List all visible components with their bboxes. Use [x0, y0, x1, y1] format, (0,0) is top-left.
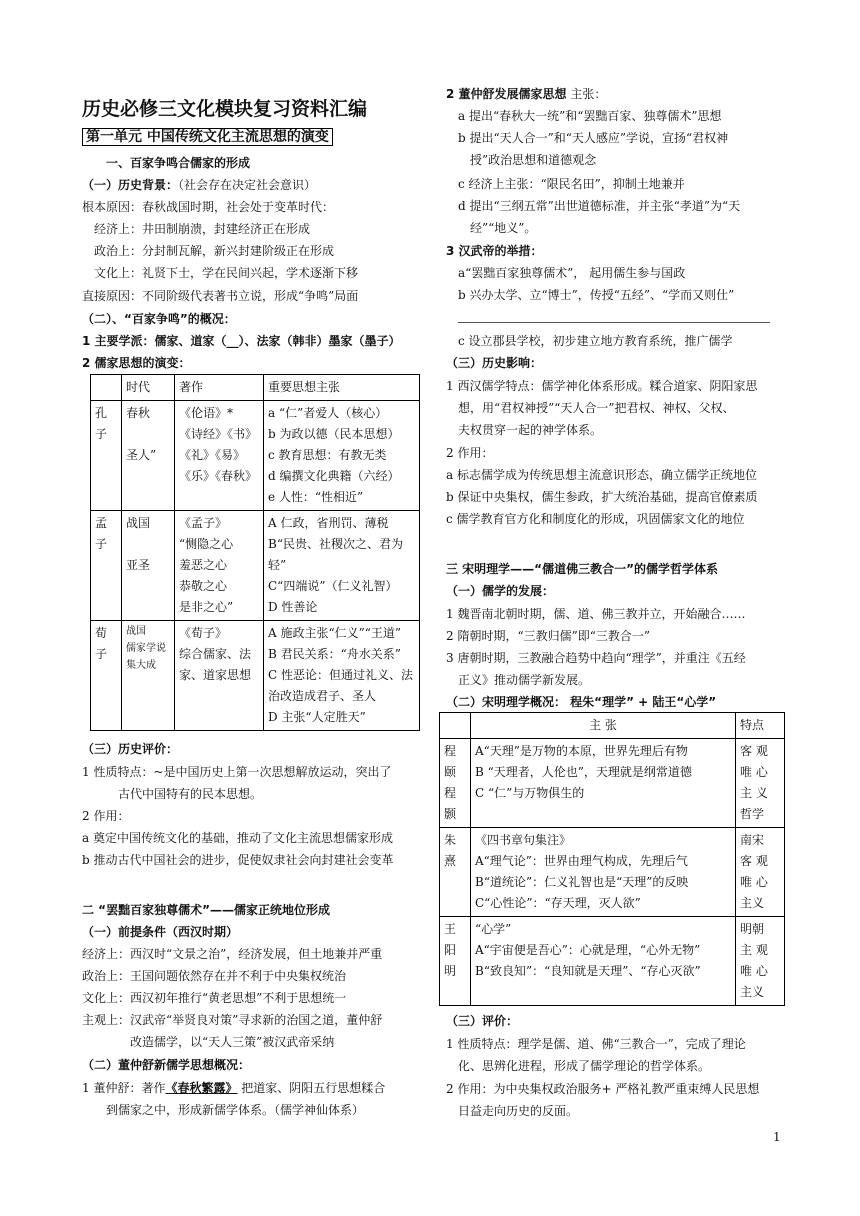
text-line: 2 作用： [82, 809, 130, 823]
subheading: （一）儒学的发展： [446, 584, 555, 598]
subheading: （二）董仲舒新儒学思想概况： [82, 1058, 251, 1072]
text-line: b 兴办太学、立“博士”，传授“五经”、“学而又则仕” [458, 288, 735, 302]
table-header-row [440, 713, 785, 739]
table-header-cell: 重要思想主张 [264, 375, 420, 401]
text-line: 1 性质特点：~是中国历史上第一次思想解放运动，突出了 [82, 765, 392, 779]
table-row [91, 621, 420, 731]
text-line: 1 董仲舒：著作《春秋繁露》 把道家、阴阳五行思想糅合 [82, 1081, 386, 1095]
document-title: 历史必修三文化模块复习资料汇编 [82, 98, 368, 120]
subheading: （二）宋明理学概况： 程朱“理学” + 陆王“心学” [446, 695, 717, 709]
table-cell: 孟 子 [91, 511, 122, 621]
text-line: 1 西汉儒学特点：儒学神化体系形成。糅合道家、阴阳家思 [446, 379, 758, 393]
text-line: 政治上：王国问题依然存在并不利于中央集权统治 [82, 969, 347, 983]
subheading: （三）评价： [446, 1014, 519, 1028]
confucian-evolution-table [90, 374, 420, 731]
background-heading: （一）历史背景：（社会存在决定社会意识） [82, 178, 317, 192]
text-line: 根本原因：春秋战国时期，社会处于变革时代： [82, 200, 335, 214]
text-line: 文化上：西汉初年推行“黄老思想”不利于思想统一 [82, 991, 347, 1005]
text-line: a 提出“春秋大一统”和“罢黜百家、独尊儒术”思想 [458, 109, 722, 123]
table-cell: 战国 儒家学说集大成 [122, 621, 175, 731]
table-cell: 《四书章句集注》 A“理气论”：世界由理气构成，先理后气 B“道统论”：仁义礼智也是“天理”的反映 C“心性论”：“存天理，灭人欲” [471, 828, 736, 917]
neo-confucianism-table [439, 712, 785, 1006]
blank-rule [458, 322, 770, 323]
table-row [91, 511, 420, 621]
section-2-heading: 二 “罢黜百家独尊儒术”——儒家正统地位形成 [82, 903, 330, 917]
text-line: 想，用“君权神授”“天人合一”把君权、神权、父权、 [458, 401, 735, 415]
text-line: 文化上：礼贤下士，学在民间兴起，学术逐渐下移 [94, 266, 359, 280]
text-line: 1 主要学派：儒家、道家（__）、法家（韩非）墨家（墨子） [82, 334, 401, 348]
text-line: 1 性质特点：理学是儒、道、佛“三教合一”，完成了理论 [446, 1037, 746, 1051]
table-cell: A 施政主张“仁义”“王道” B 君民关系：“舟水关系” C 性恶论：但通过礼义、法治改造成君子、圣人 D 主张“人定胜天” [264, 621, 420, 731]
text-line: c 经济上主张：“限民名田”，抑制土地兼并 [458, 177, 685, 191]
section-1-heading: 一、百家争鸣合儒家的形成 [106, 156, 251, 170]
table-cell: A 仁政，省刑罚、薄税 B“民贵、社稷次之、君为轻” C“四端说”（仁义礼智） D 性善论 [264, 511, 420, 621]
text-line: a“罢黜百家独尊儒术”， 起用儒生参与国政 [458, 266, 686, 280]
text-line: b 保证中央集权，儒生参政，扩大统治基础，提高官僚素质 [446, 490, 758, 504]
table-cell: A“天理”是万物的本原，世界先理后有物 B “天理者，人伦也”，天理就是纲常道德 C “仁”与万物俱生的 [471, 739, 736, 828]
subheading: （三）历史评价： [82, 742, 179, 756]
text-line: 2 儒家思想的演变： [82, 356, 191, 370]
text-line: 直接原因：不同阶级代表著书立说，形成“争鸣”局面 [82, 289, 359, 303]
table-row [440, 739, 785, 828]
table-header-cell: 主 张 [471, 713, 736, 739]
table-cell: 战国 亚圣 [122, 511, 175, 621]
subheading: （一）前提条件（西汉时期） [82, 925, 239, 939]
section-3-heading: 三 宋明理学——“儒道佛三教合一”的儒学哲学体系 [446, 562, 718, 576]
text-line: c 儒学教育官方化和制度化的形成，巩固儒家文化的地位 [446, 512, 745, 526]
table-header-cell: 著作 [175, 375, 264, 401]
text-line: 改造儒学，以“天人三策”被汉武帝采纳 [130, 1035, 335, 1049]
text-line: 化、思辨化进程，形成了儒学理论的哲学体系。 [458, 1059, 711, 1073]
text-line: 夫权贯穿一起的神学体系。 [458, 423, 603, 437]
table-cell: 王 阳 明 [440, 917, 471, 1006]
text-line: 2 隋朝时期，“三教归儒”即“三教合一” [446, 629, 650, 643]
text-line: a 标志儒学成为传统思想主流意识形态，确立儒学正统地位 [446, 468, 757, 482]
table-row [440, 917, 785, 1006]
table-cell: 春秋 圣人” [122, 401, 175, 511]
text-line: 经济上：西汉时“文景之治”，经济发展，但土地兼并严重 [82, 947, 383, 961]
table-cell: 客 观 唯 心 主 义 哲学 [736, 739, 785, 828]
table-cell: 孔 子 [91, 401, 122, 511]
table-header-cell [91, 375, 122, 401]
table-cell: 朱 熹 [440, 828, 471, 917]
text-line: 正义》推动儒学新发展。 [458, 673, 591, 687]
unit-heading: 第一单元 中国传统文化主流思想的演变 [82, 128, 333, 146]
table-cell: 程 颐 程 颢 [440, 739, 471, 828]
table-header-row [91, 375, 420, 401]
table-cell: 《荀子》 综合儒家、法家、道家思想 [175, 621, 264, 731]
table-cell: a “仁”者爱人（核心） b 为政以德（民本思想） c 教育思想：有教无类 d 编撰文化典籍（六经） e 人性：“性相近” [264, 401, 420, 511]
text-line: 2 作用：为中央集权政治服务+ 严格礼教严重束缚人民思想 [446, 1082, 760, 1096]
text-line: d 提出“三纲五常”出世道德标准，并主张“孝道”为“天 [458, 199, 741, 213]
text-line: 1 魏晋南北朝时期，儒、道、佛三教并立，开始融合…… [446, 607, 746, 621]
text-line: 政治上：分封制瓦解，新兴封建阶级正在形成 [94, 244, 335, 258]
text-line: 日益走向历史的反面。 [458, 1104, 579, 1118]
table-row [91, 401, 420, 511]
text-line: 2 董仲舒发展儒家思想 主张： [446, 87, 607, 101]
table-cell: 《孟子》 “恻隐之心 羞恶之心 恭敬之心 是非之心” [175, 511, 264, 621]
table-header-cell [440, 713, 471, 739]
subheading: （三）历史影响： [446, 356, 543, 370]
table-cell: 南宋 客 观 唯 心 主义 [736, 828, 785, 917]
text-line: 到儒家之中，形成新儒学体系。（儒学神仙体系） [106, 1103, 365, 1117]
table-header-cell: 时代 [122, 375, 175, 401]
text-line: b 推动古代中国社会的进步，促使奴隶社会向封建社会变革 [82, 853, 394, 867]
book-title: 《春秋繁露》 [165, 1081, 238, 1095]
table-cell: 荀 子 [91, 621, 122, 731]
table-row [440, 828, 785, 917]
text-line: 授”政治思想和道德观念 [470, 153, 597, 167]
subheading: 3 汉武帝的举措： [446, 244, 543, 258]
text-line: 主观上：汉武帝“举贤良对策”寻求新的治国之道，董仲舒 [82, 1013, 383, 1027]
text-line: 3 唐朝时期，三教融合趋势中趋向“理学”，并重注《五经 [446, 651, 746, 665]
text-line: 2 作用： [446, 446, 494, 460]
text-line: a 奠定中国传统文化的基础，推动了文化主流思想儒家形成 [82, 831, 393, 845]
table-cell: 明朝 主 观 唯 心 主义 [736, 917, 785, 1006]
table-header-cell: 特点 [736, 713, 785, 739]
text-line: 古代中国特有的民本思想。 [118, 787, 263, 801]
text-line: b 提出“天人合一”和“天人感应”学说，宣扬“君权神 [458, 131, 729, 145]
text-line: 经济上：井田制崩溃，封建经济正在形成 [94, 222, 311, 236]
subheading: （二）、“百家争鸣”的概况： [82, 312, 236, 326]
text-line: 经”“地义”。 [470, 221, 537, 235]
page-number: 1 [773, 1130, 781, 1144]
table-cell: “心学” A“宇宙便是吾心”：心就是理，“心外无物” B“致良知”：“良知就是天理”、“存心灭欲” [471, 917, 736, 1006]
text-line: c 设立郡县学校，初步建立地方教育系统，推广儒学 [458, 334, 733, 348]
table-cell: 《伦语》* 《诗经》《书》 《礼》《易》 《乐》《春秋》 [175, 401, 264, 511]
